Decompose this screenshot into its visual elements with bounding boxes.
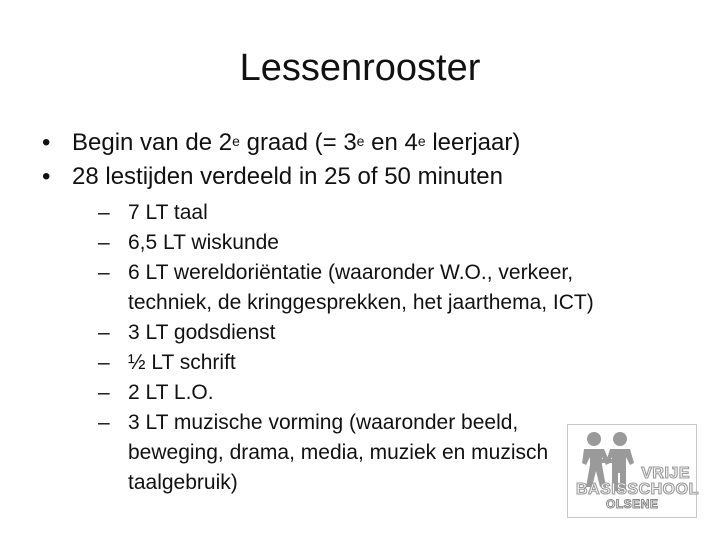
sub-bullet-item [98, 318, 658, 348]
bullet-text: Begin van de 2 [72, 129, 233, 156]
superscript: e [417, 133, 426, 149]
sub-bullet-item [98, 198, 658, 228]
sub-bullet-item [98, 348, 658, 378]
logo-text-vrije: VRIJE [641, 465, 690, 482]
dash-glyph: – [98, 261, 110, 284]
slide-title: Lessenrooster [239, 47, 481, 89]
sub-bullet-line: ½ LT schrift [128, 351, 236, 374]
sub-bullet-line: 3 LT muzische vorming (waaronder beeld, [128, 411, 519, 434]
superscript: e [356, 133, 365, 149]
sub-bullet-item [98, 258, 658, 318]
superscript: e [232, 133, 240, 149]
sub-bullet-line: 6,5 LT wiskunde [128, 231, 279, 254]
bullet-text: 28 lestijden verdeeld in 25 of 50 minuten [72, 163, 503, 190]
bullet-text: en 4 [364, 129, 418, 156]
sub-bullet-line: beweging, drama, media, muziek en muzisch [128, 441, 549, 464]
sub-bullet-line: 7 LT taal [128, 201, 208, 224]
logo-text-olsene: OLSENE [606, 497, 659, 511]
sub-bullet-line: techniek, de kringgesprekken, het jaarthema, ICT) [128, 291, 594, 314]
logo-text-basisschool: BASISSCHOOL [576, 481, 699, 498]
dash-glyph: – [98, 231, 110, 254]
bullet-item [42, 160, 702, 194]
sub-bullet-item [98, 378, 658, 408]
dash-glyph: – [98, 321, 110, 344]
dash-glyph: – [98, 201, 110, 224]
bullet-glyph: • [42, 129, 51, 156]
sub-bullet-line: 3 LT godsdienst [128, 321, 276, 344]
bullet-text: graad (= 3 [239, 129, 357, 156]
bullet-item [42, 126, 702, 160]
dash-glyph: – [98, 411, 110, 434]
bullet-glyph: • [42, 163, 51, 190]
dash-glyph: – [98, 351, 110, 374]
school-logo [567, 424, 697, 518]
sub-bullet-line: 2 LT L.O. [128, 381, 214, 404]
sub-bullet-line: 6 LT wereldoriëntatie (waaronder W.O., verkeer, [128, 261, 574, 284]
sub-bullet-item [98, 228, 658, 258]
sub-bullet-line: taalgebruik) [128, 471, 238, 494]
dash-glyph: – [98, 381, 110, 404]
bullet-text: leerjaar) [425, 129, 521, 156]
main-bullet-list [42, 126, 702, 194]
